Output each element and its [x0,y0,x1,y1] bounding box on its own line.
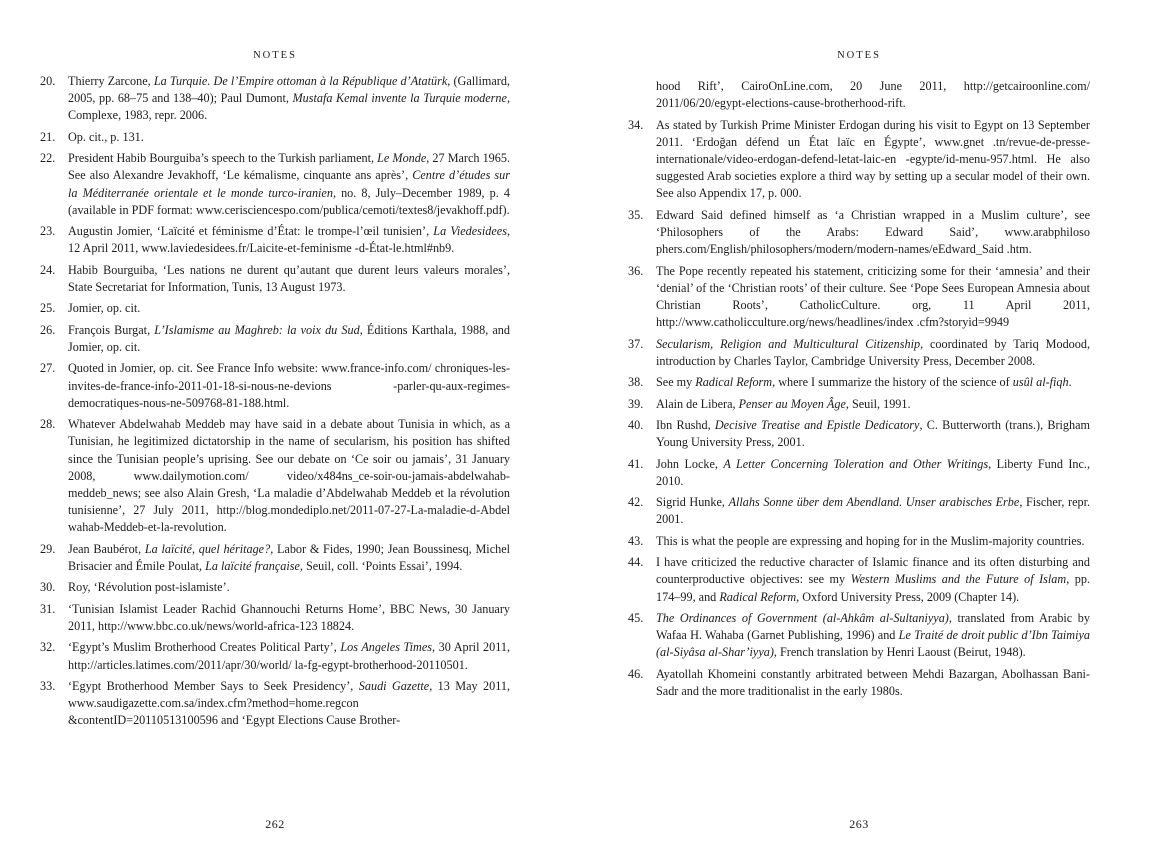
note-text: ‘Egypt Brotherhood Member Says to Seek Presidency’, Saudi Gazette, 13 May 2011, www.saudigazette.com.sa/index.cfm?method=home.regcon &contentID=20110513100596 and ‘Egypt Elections Cause Brother- [68,678,511,728]
note-item [628,336,1090,370]
note-number: 31. [40,601,56,616]
note-item [628,456,1090,490]
note-number: 38. [628,375,644,390]
note-item [628,610,1090,662]
note-number: 33. [40,678,56,693]
notes-list [628,78,1090,704]
note-item [628,263,1090,332]
note-text: Jomier, op. cit. [68,301,141,316]
note-text: As stated by Turkish Prime Minister Erdogan during his visit to Egypt on 13 September 2011. ‘Erdoğan défend un État laïc en Égypte’, www.gnet .tn/revue-de-presse-internationale/video-erdogan-defend-letat-laic-en -egypte/id-menu-957.html. He also suggested Arab societies explore a third way by setting up a secular model of their own. See also Appendix 17, p. 000. [656,117,1090,201]
note-item [40,678,510,730]
note-item [40,300,510,317]
note-text: Quoted in Jomier, op. cit. See France Info website: www.france-info.com/ chroniques-les-invites-de-france-info-2011-01-18-si-nous-ne-devions -parler-qu-aux-regimes-democratiques-nous-ne-509768-81-188.html. [68,361,510,410]
note-number: 22. [40,151,56,166]
note-number: 21. [40,129,56,144]
note-number: 43. [628,533,644,548]
note-text: ‘Tunisian Islamist Leader Rachid Ghannouchi Returns Home’, BBC News, 30 January 2011, http://www.bbc.co.uk/news/world-africa-123 18824. [68,601,510,633]
note-number: 27. [40,361,56,376]
note-number: 29. [40,541,56,556]
note-number: 23. [40,224,56,239]
note-item [628,117,1090,203]
note-text: See my Radical Reform, where I summarize the history of the science of usûl al-fiqh. [656,375,1072,390]
note-item [40,129,510,146]
note-number: 39. [628,396,644,411]
note-number: 26. [40,322,56,337]
note-number: 40. [628,417,644,432]
note-number: 20. [40,74,56,88]
note-text: Alain de Libera, Penser au Moyen Âge, Seuil, 1991. [656,396,911,411]
note-number: 46. [628,666,644,681]
notes-list [40,73,510,734]
note-item [40,150,510,219]
right-page [628,0,1090,851]
note-text: The Pope recently repeated his statement, criticizing some for their ‘amnesia’ and their ‘denial’ of the ‘Christian roots’ of their culture. See ‘Pope Sees European Amnesia about Christian Roots’, CatholicCulture. org, 11 April 2011, http://www.catholicculture.org/news/headlines/index .cfm?storyid=9949 [656,263,1090,330]
note-text: This is what the people are expressing and hoping for in the Muslim-majority countries. [656,533,1085,548]
note-text: ‘Egypt’s Muslim Brotherhood Creates Political Party’, Los Angeles Times, 30 April 2011, http://articles.latimes.com/2011/apr/30/world/ la-fg-egypt-brotherhood-20110501. [68,640,511,672]
running-head: NOTES [837,50,881,61]
note-text: Whatever Abdelwahab Meddeb may have said in a debate about Tunisia in which, as a Tunisian, he legitimized dictatorship in the name of secularism, his position has shifted since the Tunisian people’s uprising. See our debate on ‘Ce soir ou jamais’, 31 January 2008, www.dailymotion.com/ video/x484ns_ce-soir-ou-jamais-abdelwahab-meddeb_news; see also Alain Gresh, ‘La maladie d’Abdelwahab Meddeb et la révolution tunisienne’, 27 July 2011, http://blog.mondediplo.net/2011-07-27-La-maladie-d-Abdel wahab-Meddeb-et-la-revolution. [68,417,510,535]
note-item [628,533,1090,550]
page-number: 263 [849,817,869,831]
note-number: 25. [40,301,56,316]
note-text: President Habib Bourguiba’s speech to the Turkish parliament, Le Monde, 27 March 1965. See also Alexandre Jevakhoff, ‘Le kémalisme, cinquante ans après’, Centre d’études sur la Méditerranée orientale et le monde turco-iranien, no. 8, July–December 1989, p. 4 (available in PDF format: www.cerisciencespo.com/publica/cemoti/textes8/jevakhoff.pdf). [68,151,511,217]
note-item [628,396,1090,413]
note-number: 32. [40,640,56,655]
note-text: Habib Bourguiba, ‘Les nations ne durent qu’autant que durent leurs valeurs morales’, State Secretariat for Information, Tunis, 13 August 1973. [68,262,510,294]
note-item [40,639,510,673]
note-text: Thierry Zarcone, La Turquie. De l’Empire ottoman à la République d’Atatürk, (Gallimard, 2005, pp. 68–75 and 138–40); Paul Dumont, Mustafa Kemal invente la Turquie moderne, Complexe, 1983, repr. 2006. [68,74,510,123]
note-number: 35. [628,207,644,222]
note-number: 28. [40,417,56,432]
note-item [628,374,1090,391]
note-text: Augustin Jomier, ‘Laïcité et féminisme d’État: le trompe-l’œil tunisien’, La Viedesidees, 12 April 2011, www.laviedesidees.fr/Laicite-et-feminisme -d-État-le.html#nb9. [68,224,511,256]
note-item [40,416,510,536]
note-continuation [628,78,1090,112]
left-page [40,0,510,851]
note-item [40,262,510,296]
note-text: Sigrid Hunke, Allahs Sonne über dem Abendland. Unser arabisches Erbe, Fischer, repr. 2001. [656,495,1091,527]
note-item [40,360,510,412]
note-item [628,666,1090,700]
note-text: Roy, ‘Révolution post-islamiste’. [68,580,230,595]
note-item [40,579,510,596]
note-number: 45. [628,610,644,625]
note-text: Ibn Rushd, Decisive Treatise and Epistle Dedicatory, C. Butterworth (trans.), Brigham Young University Press, 2001. [656,417,1090,450]
note-number: 36. [628,263,644,278]
note-item [40,223,510,257]
page-number: 262 [265,817,285,831]
note-item [40,322,510,356]
note-text: Ayatollah Khomeini constantly arbitrated between Mehdi Bazargan, Abolhassan Bani-Sadr and the more traditionalist in the early 1980s. [656,666,1090,698]
note-item [40,601,510,635]
note-text: Jean Baubérot, La laïcité, quel héritage?, Labor & Fides, 1990; Jean Boussinesq, Michel Brisacier and Émile Poulat, La laïcité française, Seuil, coll. ‘Points Essai’, 1994. [68,541,510,573]
note-number: 41. [628,456,644,471]
note-text: hood Rift’, CairoOnLine.com, 20 June 2011, http://getcairoonline.com/ 2011/06/20/egypt-elections-cause-brotherhood-rift. [656,79,1090,111]
note-text: John Locke, A Letter Concerning Toleration and Other Writings, Liberty Fund Inc., 2010. [656,456,1090,488]
note-text: François Burgat, L’Islamisme au Maghreb: la voix du Sud, Éditions Karthala, 1988, and Jomier, op. cit. [68,322,510,354]
note-number: 30. [40,580,56,595]
note-number: 34. [628,117,644,132]
note-text: Op. cit., p. 131. [68,129,144,144]
note-item [628,494,1090,528]
note-text: The Ordinances of Government (al-Ahkâm al-Sultaniyya), translated from Arabic by Wafaa H. Wahaba (Garnet Publishing, 1996) and Le Traité de droit public d’Ibn Taimiya (al-Siyâsa al-Shar’iyya), French translation by Henri Laoust (Beirut, 1948). [656,610,1090,660]
note-number: 44. [628,555,644,570]
note-number: 24. [40,262,56,277]
note-item [40,73,510,125]
note-text: Secularism, Religion and Multicultural Citizenship, coordinated by Tariq Modood, introduction by Charles Taylor, Cambridge University Press, December 2008. [656,336,1090,368]
note-number: 42. [628,495,644,510]
note-item [628,417,1090,451]
note-item [628,207,1090,259]
note-text: I have criticized the reductive character of Islamic finance and its often disturbing and counterproductive objectives: see my Western Muslims and the Future of Islam, pp. 174–99, and Radical Reform, Oxford University Press, 2009 (Chapter 14). [656,555,1090,604]
running-head: NOTES [253,50,297,61]
note-number: 37. [628,336,644,351]
note-text: Edward Said defined himself as ‘a Christian wrapped in a Muslim culture’, see ‘Philosophers of the Arabs: Edward Said’, www.arabphiloso phers.com/English/philosophers/modern/modern-names/eEdward_Said .htm. [656,207,1090,257]
note-item [40,541,510,575]
note-item [628,554,1090,606]
